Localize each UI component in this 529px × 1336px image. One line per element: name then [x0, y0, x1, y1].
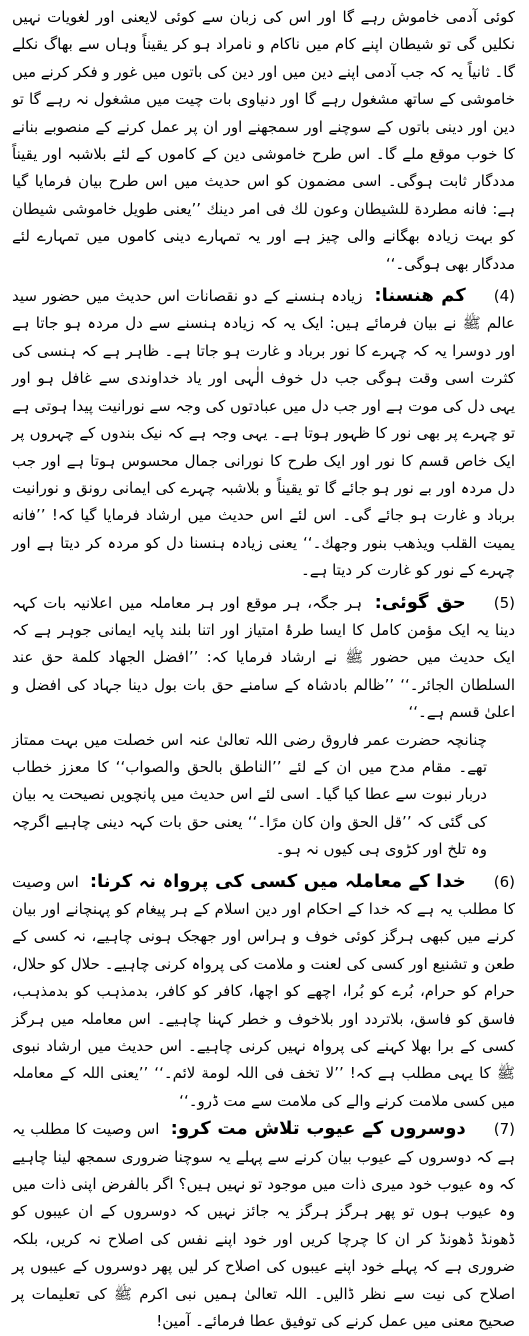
section-number: (6): [493, 872, 515, 891]
section-paragraph: [12, 282, 515, 584]
section-heading: دوسروں کے عیوب تلاش مت کرو:: [170, 1118, 466, 1140]
intro-paragraph: کوئی آدمی خاموش رہے گا اور اس کی زبان سے کوئی لایعنی اور لغویات نہیں نکلیں گی تو شیطان اپنے کام میں ناکام و نامراد ہو کر یقیناً وہاں سے بھاگ نکلے گا۔ ثانیاً یہ کہ جب آدمی اپنے دین میں اور دین کی باتوں میں غور و فکر کرنے میں خاموشی کے ساتھ مشغول رہے گا اور دنیاوی بات چیت میں مشغول نہ رہے گا تو دین اور دینی باتوں کے سوچنے اور سمجھنے اور ان پر عمل کرنے کے منصوبے بنانے کا خوب موقع ملے گا۔ اس طرح خاموشی دین کے کاموں کے لئے بلاشبہ اور یقیناً مددگار ثابت ہوگی۔ اسی مضمون کو اس حدیث میں اس طرح بیان فرمایا گیا ہے: فانه مطردة للشیطان وعون لك فی امر دینك ’’یعنی طویل خاموشی شیطان کو بہت زیادہ بھگانے والی چیز ہے اور یہ تمہارے دینی کاموں میں تمہارے لئے مددگار بھی ہوگی۔‘‘: [12, 8, 515, 273]
section-heading: کم ھنسنا:: [374, 285, 466, 307]
section-5: [12, 589, 515, 864]
section-paragraph: [12, 589, 515, 727]
section-number: (5): [493, 593, 515, 612]
section-number: (7): [493, 1120, 515, 1139]
section-body: ہر جگہ، ہر موقع اور ہر معاملہ میں اعلانیہ بات کہہ دینا یہ ایک مؤمن کامل کا ایسا طرۂ امتیاز اور اتنا بلند پایہ ایمانی جوہر ہے کہ ایک حدیث میں حضور ﷺ نے ارشاد فرمایا کہ: ’’افضل الجهاد کلمة حق عند السلطان الجائر۔‘‘ ’’ظالم بادشاہ کے سامنے حق بات بول دینا جہاد کی افضل و اعلیٰ قسم ہے۔‘‘: [12, 593, 515, 722]
section-body: اس وصیت کا مطلب یہ ہے کہ خدا کے احکام اور دین اسلام کے ہر پیغام کو پہنچانے اور بیان کرنے میں کبھی ہرگز کوئی خوف و ہراس اور جھجک ہونی چاہیے، نہ کسی کے طعن و تشنیع اور کسی کی لعنت و ملامت کی پرواہ کرنی چاہیے۔ حلال کو حلال، حرام کو حرام، بُرے کو بُرا، اچھے کو اچھا، کافر کو کافر، بدمذہب کو بدمذہب، فاسق کو فاسق، بلاتردد اور بلاخوف و خطر کہنا چاہیے۔ اس معاملہ میں ہرگز کسی کے برا بھلا کہنے کی پرواہ نہیں کرنی چاہیے۔ اس حدیث میں ارشاد نبوی ﷺ کا یہی مطلب ہے کہ! ’’لا تخف فی اللہ لومة لائم۔‘‘ ’’یعنی اللہ کے معاملہ میں کسی ملامت کرنے والے کی ملامت سے مت ڈرو۔‘‘: [12, 872, 515, 1110]
section-number: (4): [493, 287, 515, 306]
section-6: [12, 868, 515, 1116]
section-paragraph: [12, 1115, 515, 1335]
section-heading: خدا کے معاملہ میں کسی کی پرواہ نہ کرنا:: [89, 870, 466, 892]
section-paragraph: چنانچہ حضرت عمر فاروق رضی اللہ تعالیٰ عنہ اس خصلت میں بہت ممتاز تھے۔ مقام مدح میں ان کے لئے ’’الناطق بالحق والصواب‘‘ کا معزز خطاب دربار نبوت سے عطا کیا گیا۔ اسی لئے اس حدیث میں پانچویں نصیحت یہ بیان کی گئی کہ ’’قل الحق وان کان مرًا۔‘‘ یعنی حق بات کہہ دینی چاہیے اگرچہ وہ تلخ اور کڑوی ہی کیوں نہ ہو۔: [12, 730, 487, 859]
section-heading: حق گوئی:: [374, 591, 466, 613]
section-4: [12, 282, 515, 584]
section-body: زیادہ ہنسنے کے دو نقصانات اس حدیث میں حضور سید عالم ﷺ نے بیان فرمائے ہیں: ایک یہ کہ زیادہ ہنسنے سے دل مردہ ہو جاتا ہے اور دوسرا یہ کہ چہرے کا نور برباد و غارت ہو جاتا ہے۔ ظاہر ہے کہ ہنسی کی کثرت اسی وقت ہوگی جب دل خوف الٰہی اور یاد خداوندی سے غافل ہو اور یہی دل کی موت ہے اور جب دل میں عبادتوں کی وجہ سے نورانیت پیدا ہوتی ہے تو چہرے پر بھی نور کا ظہور ہوتا ہے۔ یہی وجہ ہے کہ نیک بندوں کے چہروں پر ایک خاص قسم کا نور اور ایک طرح کا نورانی جمال محسوس ہوتا ہے اور جب دل مردہ اور بے نور ہو جائے گا تو یقیناً و بلاشبہ چہرے کی ایمانی رونق و نورانیت برباد و غارت ہو جائے گی۔ اس لئے اس حدیث میں ارشاد فرمایا گیا کہ! ’’فانه یمیت القلب ویذهب بنور وجهك۔‘‘ یعنی زیادہ ہنسنا دل کو مردہ کر دیتا ہے اور چہرے کے نور کو غارت کر دیتا ہے۔: [12, 287, 515, 580]
section-paragraph: [12, 868, 515, 1116]
section-body: اس وصیت کا مطلب یہ ہے کہ دوسروں کے عیوب بیان کرنے سے پہلے یہ سوچنا ضروری سمجھ لینا چاہیے کہ وہ عیوب خود میری ذات میں موجود تو نہیں ہیں؟ اگر بالفرض اپنی ذات میں وہ عیوب ہوں تو پھر ہرگز ہرگز یہ جائز نہیں کہ دوسروں کے ان عیبوں کو ڈھونڈ ڈھونڈ کر ان کا چرچا کریں اور خود اپنے نفس کی اصلاح نہ کریں، بلکہ ضروری ہے کہ پہلے خود اپنے عیبوں کی اصلاح کر لیں پھر دوسروں کے عیبوں پر اصلاح کی نیت سے نظر ڈالیں۔ اللہ تعالیٰ ہمیں نبی اکرم ﷺ کی تعلیمات پر صحیح معنی میں عمل کرنے کی توفیق عطا فرمائے۔ آمین!: [12, 1120, 515, 1331]
section-7: [12, 1115, 515, 1335]
